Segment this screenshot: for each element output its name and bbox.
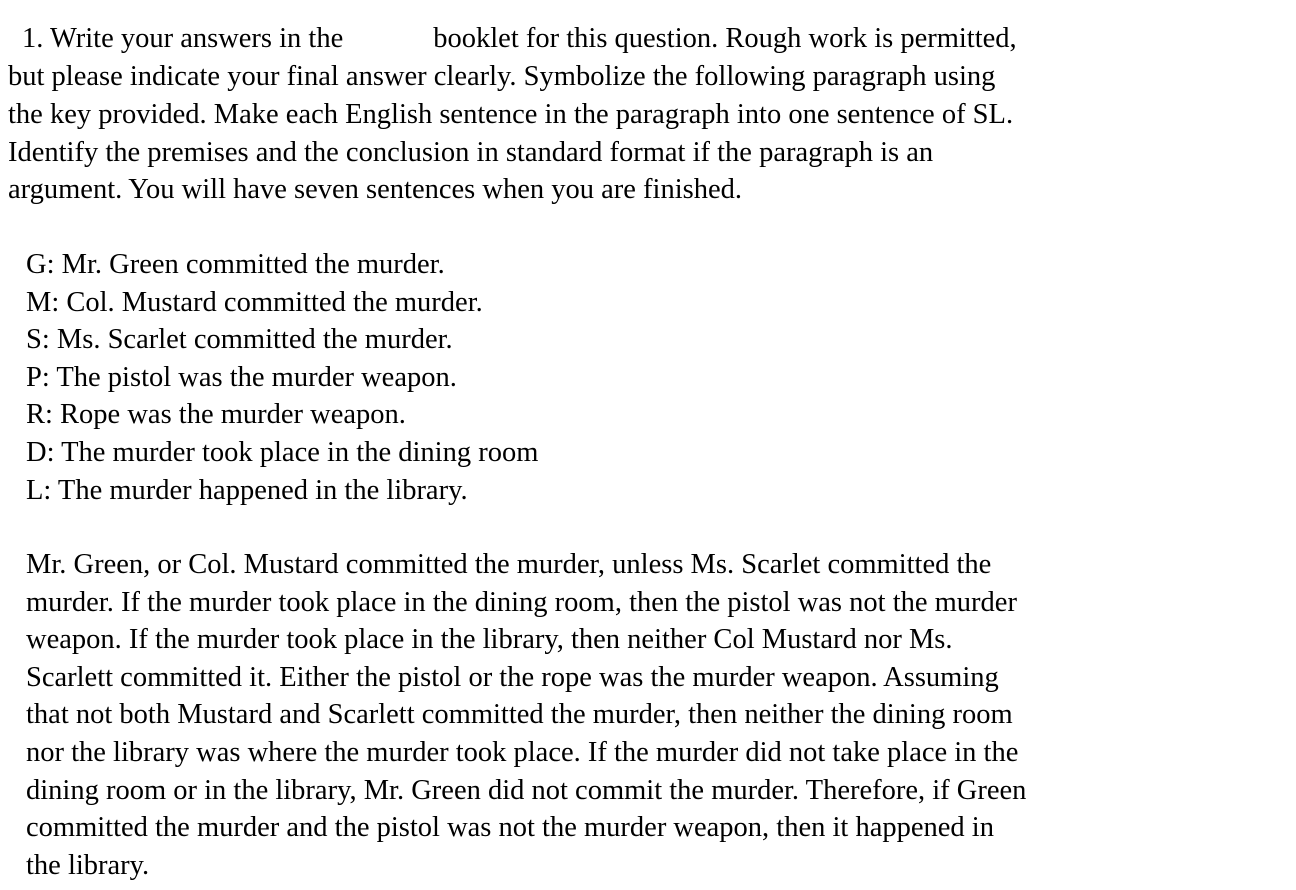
argument-line: Mr. Green, or Col. Mustard committed the murder, unless Ms. Scarlet committed the [26,549,992,580]
key-entry-s: S: Ms. Scarlet committed the murder. [26,324,453,355]
argument-line: nor the library was where the murder took place. If the murder did not take place in the [26,737,1019,768]
instructions-line: the key provided. Make each English sentence in the paragraph into one sentence of SL. [8,99,1014,130]
argument-line: weapon. If the murder took place in the library, then neither Col Mustard nor Ms. [26,624,953,655]
instructions-line [22,20,1017,58]
argument-line: murder. If the murder took place in the dining room, then the pistol was not the murder [26,587,1017,618]
key-entry-g: G: Mr. Green committed the murder. [26,249,445,280]
instructions-line: argument. You will have seven sentences when you are finished. [8,174,742,205]
key-entry-d: D: The murder took place in the dining room [26,437,539,468]
instructions-line: but please indicate your final answer clearly. Symbolize the following paragraph using [8,61,996,92]
argument-line: dining room or in the library, Mr. Green did not commit the murder. Therefore, if Green [26,775,1027,806]
argument-line: committed the murder and the pistol was not the murder weapon, then it happened in [26,812,994,843]
instructions-line-text: 1. Write your answers in the [22,23,344,54]
argument-line: Scarlett committed it. Either the pistol or the rope was the murder weapon. Assuming [26,662,999,693]
key-entry-l: L: The murder happened in the library. [26,475,468,506]
key-entry-m: M: Col. Mustard committed the murder. [26,287,483,318]
argument-line: the library. [26,850,150,881]
instructions-line-text: booklet for this question. Rough work is permitted, [433,23,1017,54]
key-entry-p: P: The pistol was the murder weapon. [26,362,457,393]
argument-line: that not both Mustard and Scarlett committed the murder, then neither the dining room [26,699,1013,730]
instructions-line: Identify the premises and the conclusion in standard format if the paragraph is an [8,137,934,168]
key-entry-r: R: Rope was the murder weapon. [26,399,406,430]
